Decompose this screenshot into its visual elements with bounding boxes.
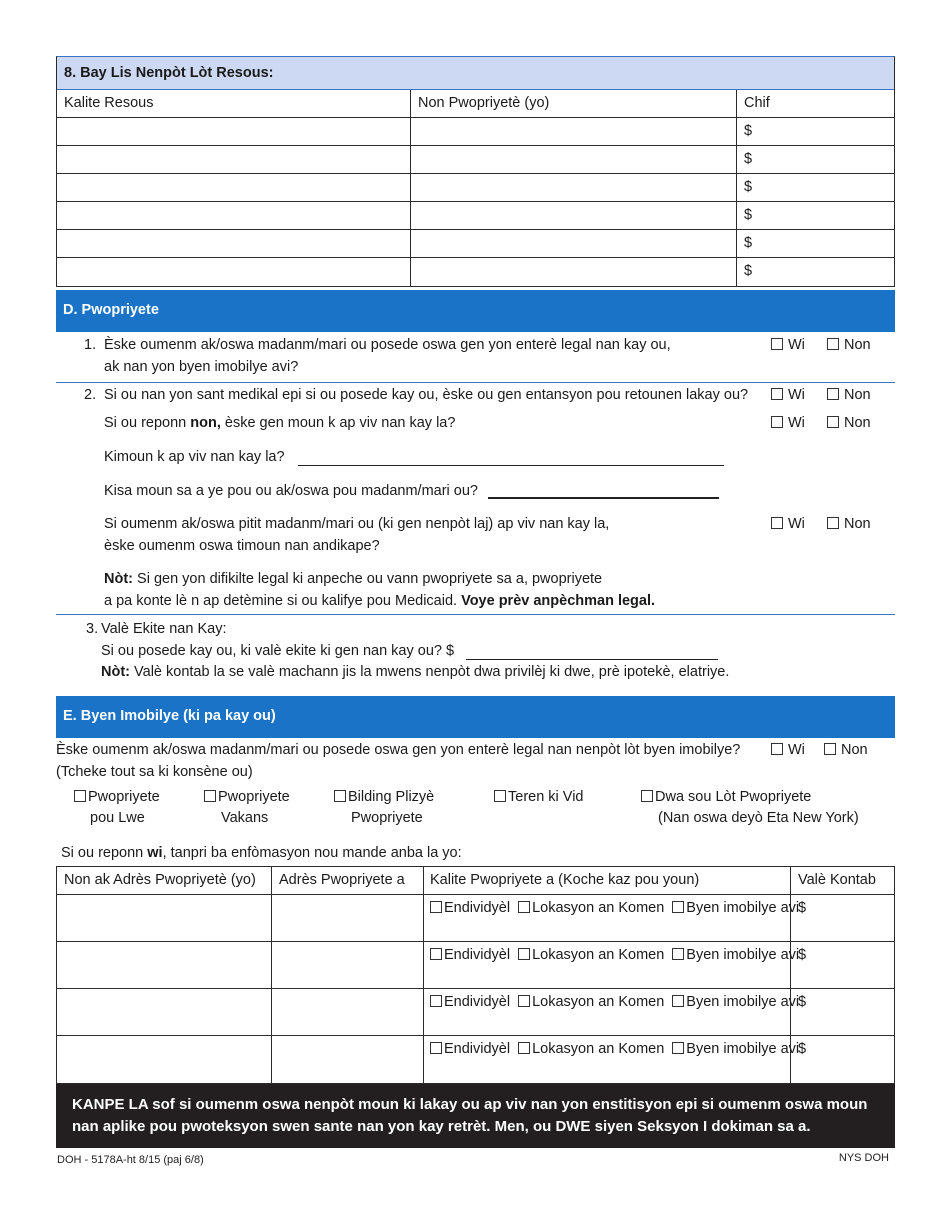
table-row [57, 230, 894, 258]
no-label: Non [841, 742, 868, 758]
type-label: Byen imobilye avi [686, 1041, 800, 1057]
property-address-field[interactable] [272, 942, 424, 988]
yes-label: Wi [788, 337, 805, 353]
type-label: Endividyèl [444, 900, 511, 916]
checkbox-icon[interactable] [430, 995, 442, 1007]
checkbox-icon[interactable] [672, 948, 684, 960]
child-yes-option[interactable] [771, 513, 805, 535]
option-label: Pwopriyete [88, 789, 160, 805]
q2-no-option[interactable] [827, 384, 871, 406]
note-label: Nòt: [101, 664, 130, 680]
if-yes-pre: Si ou reponn [61, 845, 148, 861]
amount-field[interactable]: $ [744, 123, 753, 139]
note-text: Si gen yon difikilte legal ki anpeche ou vann pwopriyete sa a, pwopriyete [133, 571, 603, 587]
who-lives-input-line[interactable] [298, 465, 724, 466]
header-owner-name-address: Non ak Adrès Pwopriyetè (yo) [57, 867, 272, 894]
no-label: Non [844, 516, 871, 532]
agency-name: NYS DOH [838, 1152, 889, 1164]
amount-field[interactable]: $ [744, 263, 753, 279]
checkbox-icon[interactable] [672, 995, 684, 1007]
q2-followup-pre: Si ou reponn [104, 415, 191, 431]
amount-field[interactable]: $ [744, 179, 753, 195]
checkbox-icon[interactable] [74, 790, 86, 802]
q2-followup-no-option[interactable] [827, 412, 871, 434]
option-multi-unit-building[interactable] [334, 786, 434, 808]
legal-note-line1 [104, 568, 602, 590]
amount-field[interactable]: $ [744, 151, 753, 167]
checkbox-icon[interactable] [430, 1042, 442, 1054]
type-life-estate[interactable] [672, 947, 799, 963]
checkbox-icon[interactable] [771, 743, 783, 755]
resource-type-field[interactable] [57, 202, 411, 229]
checkbox-icon[interactable] [430, 901, 442, 913]
property-type-options [424, 1036, 800, 1083]
q2-followup [104, 412, 455, 434]
property-address-field[interactable] [272, 895, 424, 941]
option-vacation-property-line2: Vakans [221, 810, 269, 826]
q3-title: Valè Ekite nan Kay: [101, 621, 227, 637]
owner-names-field[interactable] [411, 258, 737, 286]
q1-text-line2: ak nan yon byen imobilye avi? [104, 359, 299, 375]
if-yes-instruction [61, 842, 462, 864]
section-d-header: D. Pwopriyete [56, 290, 895, 332]
e-no-option[interactable] [824, 739, 868, 761]
type-individual[interactable] [430, 994, 510, 1010]
header-resource-type: Kalite Resous [57, 90, 411, 117]
header-property-address: Adrès Pwopriyete a [272, 867, 424, 894]
relation-label: Kisa moun sa a ye pou ou ak/oswa pou madanm/mari ou? [104, 483, 478, 499]
table-row [57, 989, 894, 1036]
checkbox-icon[interactable] [771, 388, 783, 400]
type-label: Endividyèl [444, 1041, 511, 1057]
stop-here-banner: KANPE LA sof si oumenm oswa nenpòt moun ki lakay ou ap viv nan yon enstitisyon epi si oumenm oswa moun nan aplike pou pwoteksyon swen sante nan yon kay retrèt. Men, ou DWE siyen Seksyon I dokiman sa a. [56, 1084, 895, 1148]
checkbox-icon[interactable] [771, 416, 783, 428]
table-row [57, 202, 894, 230]
type-label: Endividyèl [444, 947, 511, 963]
q1-number: 1. [84, 337, 97, 353]
type-label: Endividyèl [444, 994, 511, 1010]
resource-type-field[interactable] [57, 230, 411, 257]
other-resources-table [56, 56, 895, 287]
table-row [57, 1036, 894, 1083]
resource-type-field[interactable] [57, 258, 411, 286]
relation-input-line[interactable] [488, 497, 719, 499]
q2-followup-bold: non, [190, 415, 221, 431]
resource-type-field[interactable] [57, 118, 411, 145]
checkbox-icon[interactable] [641, 790, 653, 802]
note-bold: Voye prèv anpèchman legal. [461, 593, 656, 609]
type-label: Lokasyon an Komen [532, 1041, 665, 1057]
checkbox-icon[interactable] [518, 948, 530, 960]
checkbox-icon[interactable] [518, 995, 530, 1007]
q1-yes-option[interactable] [771, 334, 805, 356]
book-value-field[interactable]: $ [798, 994, 807, 1010]
type-label: Byen imobilye avi [686, 994, 800, 1010]
if-yes-post: , tanpri ba enfòmasyon nou mande anba la yo: [162, 845, 462, 861]
book-value-field[interactable]: $ [798, 947, 807, 963]
owner-names-field[interactable] [411, 202, 737, 229]
checkbox-icon[interactable] [827, 338, 839, 350]
book-value-field[interactable]: $ [798, 900, 807, 916]
table-row [57, 174, 894, 202]
table-row [57, 258, 894, 286]
option-other-property-rights[interactable] [641, 786, 811, 808]
table-header-row [57, 867, 894, 895]
yes-label: Wi [788, 387, 805, 403]
section-e-header: E. Byen Imobilye (ki pa kay ou) [56, 696, 895, 738]
q1-no-option[interactable] [827, 334, 871, 356]
q2-text: Si ou nan yon sant medikal epi si ou posede kay ou, èske ou gen entansyon pou retounen lakay ou? [104, 387, 749, 403]
yes-label: Wi [788, 516, 805, 532]
checkbox-icon[interactable] [827, 416, 839, 428]
owner-names-field[interactable] [411, 118, 737, 145]
resource-type-field[interactable] [57, 146, 411, 173]
owner-name-address-field[interactable] [57, 942, 272, 988]
checkbox-icon[interactable] [494, 790, 506, 802]
equity-value-input-line[interactable] [466, 659, 718, 660]
header-property-type: Kalite Pwopriyete a (Koche kaz pou youn) [424, 867, 791, 894]
divider [56, 614, 895, 615]
no-label: Non [844, 387, 871, 403]
option-multi-unit-building-line2: Pwopriyete [351, 810, 423, 826]
e-yes-option[interactable] [771, 739, 805, 761]
checkbox-icon[interactable] [334, 790, 346, 802]
checkbox-icon[interactable] [518, 901, 530, 913]
type-individual[interactable] [430, 1041, 510, 1057]
section8-title: 8. Bay Lis Nenpòt Lòt Resous: [57, 57, 894, 90]
if-yes-bold: wi [147, 845, 163, 861]
form-id: DOH - 5178A-ht 8/15 (paj 6/8) [57, 1154, 204, 1166]
option-rental-property[interactable] [74, 786, 160, 808]
e-instruction: (Tcheke tout sa ki konsène ou) [56, 764, 253, 780]
type-label: Byen imobilye avi [686, 900, 800, 916]
legal-note-line2 [104, 590, 655, 612]
type-tenancy-in-common[interactable] [518, 994, 664, 1010]
table-row [57, 942, 894, 989]
owner-name-address-field[interactable] [57, 1036, 272, 1083]
owner-names-field[interactable] [411, 230, 737, 257]
table-row [57, 118, 894, 146]
q1-text-line1: Èske oumenm ak/oswa madanm/mari ou posede oswa gen yon enterè legal nan kay ou, [104, 337, 671, 353]
q3-question: Si ou posede kay ou, ki valè ekite ki gen nan kay ou? $ [101, 643, 455, 659]
type-label: Byen imobilye avi [686, 947, 800, 963]
checkbox-icon[interactable] [771, 338, 783, 350]
header-book-value: Valè Kontab [798, 872, 876, 888]
yes-label: Wi [788, 415, 805, 431]
child-no-option[interactable] [827, 513, 871, 535]
q2-followup-post: èske gen moun k ap viv nan kay la? [220, 415, 456, 431]
type-life-estate[interactable] [672, 900, 799, 916]
type-life-estate[interactable] [672, 1041, 799, 1057]
option-label: Bilding Plizyè [348, 789, 435, 805]
checkbox-icon[interactable] [518, 1042, 530, 1054]
checkbox-icon[interactable] [824, 743, 836, 755]
q3-note [101, 661, 729, 683]
book-value-field[interactable]: $ [798, 1041, 807, 1057]
type-tenancy-in-common[interactable] [518, 1041, 664, 1057]
checkbox-icon[interactable] [827, 388, 839, 400]
type-tenancy-in-common[interactable] [518, 900, 664, 916]
property-address-field[interactable] [272, 1036, 424, 1083]
option-rental-property-line2: pou Lwe [90, 810, 145, 826]
resource-type-field[interactable] [57, 174, 411, 201]
header-owner-names: Non Pwopriyetè (yo) [411, 90, 737, 117]
type-label: Lokasyon an Komen [532, 900, 665, 916]
owner-names-field[interactable] [411, 174, 737, 201]
option-vacant-land[interactable] [494, 786, 584, 808]
no-label: Non [844, 415, 871, 431]
property-type-options [424, 942, 800, 988]
type-tenancy-in-common[interactable] [518, 947, 664, 963]
amount-field[interactable]: $ [744, 207, 753, 223]
e-question: Èske oumenm ak/oswa madanm/mari ou posede oswa gen yon enterè legal nan nenpòt lòt byen imobilye? [56, 742, 741, 758]
type-label: Lokasyon an Komen [532, 947, 665, 963]
type-individual[interactable] [430, 947, 510, 963]
child-question-line2: èske oumenm oswa timoun nan andikape? [104, 538, 380, 554]
table-row [57, 895, 894, 942]
checkbox-icon[interactable] [204, 790, 216, 802]
type-label: Lokasyon an Komen [532, 994, 665, 1010]
child-question-line1: Si oumenm ak/oswa pitit madanm/mari ou (ki gen nenpòt laj) ap viv nan kay la, [104, 516, 610, 532]
yes-label: Wi [788, 742, 805, 758]
option-label: Pwopriyete [218, 789, 290, 805]
checkbox-icon[interactable] [430, 948, 442, 960]
option-label: Teren ki Vid [508, 789, 584, 805]
owner-names-field[interactable] [411, 146, 737, 173]
property-type-options [424, 895, 800, 941]
type-individual[interactable] [430, 900, 510, 916]
owner-name-address-field[interactable] [57, 989, 272, 1035]
property-address-field[interactable] [272, 989, 424, 1035]
checkbox-icon[interactable] [672, 901, 684, 913]
header-amount: Chif [744, 95, 770, 111]
amount-field[interactable]: $ [744, 235, 753, 251]
q2-number: 2. [84, 387, 97, 403]
q2-followup-yes-option[interactable] [771, 412, 805, 434]
q3-number: 3. [86, 621, 99, 637]
type-life-estate[interactable] [672, 994, 799, 1010]
option-label: Dwa sou Lòt Pwopriyete [655, 789, 812, 805]
checkbox-icon[interactable] [672, 1042, 684, 1054]
table-header-row [57, 90, 894, 118]
divider [56, 382, 895, 383]
note-text: a pa konte lè n ap detèmine si ou kalifye pou Medicaid. [104, 593, 462, 609]
q2-yes-option[interactable] [771, 384, 805, 406]
table-row [57, 146, 894, 174]
note-text: Valè kontab la se valè machann jis la mwens nenpòt dwa privilèj ki dwe, prè ipotekè, elatriye. [130, 664, 730, 680]
owner-name-address-field[interactable] [57, 895, 272, 941]
real-estate-table [56, 866, 895, 1084]
checkbox-icon[interactable] [771, 517, 783, 529]
no-label: Non [844, 337, 871, 353]
checkbox-icon[interactable] [827, 517, 839, 529]
property-type-options [424, 989, 800, 1035]
option-vacation-property[interactable] [204, 786, 290, 808]
option-other-property-rights-line2: (Nan oswa deyò Eta New York) [658, 810, 859, 826]
who-lives-label: Kimoun k ap viv nan kay la? [104, 449, 285, 465]
note-label: Nòt: [104, 571, 133, 587]
